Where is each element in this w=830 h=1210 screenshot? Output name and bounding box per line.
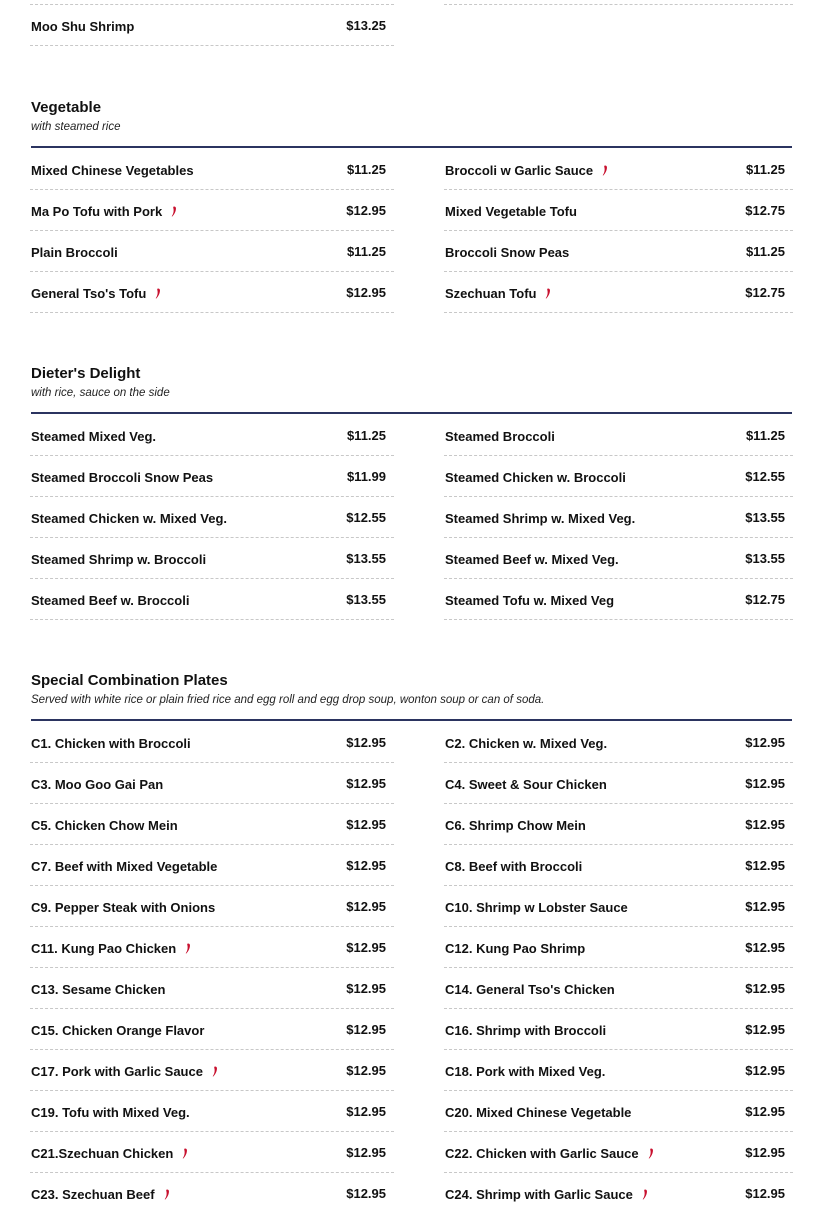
menu-item[interactable] <box>444 845 793 886</box>
item-name: C3. Moo Goo Gai Pan <box>31 777 164 792</box>
item-name: C6. Shrimp Chow Mein <box>445 818 586 833</box>
item-price: $12.95 <box>745 735 785 750</box>
menu-item[interactable] <box>30 968 394 1009</box>
item-name: General Tso's Tofu <box>31 286 161 302</box>
item-name: C18. Pork with Mixed Veg. <box>445 1064 606 1079</box>
menu-item[interactable] <box>30 538 394 579</box>
item-price: $12.95 <box>346 1022 386 1037</box>
menu-item[interactable] <box>30 1091 394 1132</box>
item-name: C11. Kung Pao Chicken <box>31 941 191 957</box>
item-price: $12.95 <box>745 981 785 996</box>
item-name: Steamed Chicken w. Broccoli <box>445 470 626 485</box>
menu-item[interactable] <box>30 1173 394 1210</box>
item-price: $12.95 <box>346 285 386 300</box>
item-price: $12.95 <box>745 940 785 955</box>
section-rule <box>31 719 792 721</box>
menu-item[interactable] <box>30 1050 394 1091</box>
section-rule <box>31 412 792 414</box>
chili-pepper-icon <box>642 1188 648 1199</box>
item-name: C10. Shrimp w Lobster Sauce <box>445 900 628 915</box>
menu-item[interactable] <box>30 415 394 456</box>
item-name: Steamed Beef w. Broccoli <box>31 593 190 608</box>
menu-item[interactable] <box>444 804 793 845</box>
menu-item[interactable] <box>444 1050 793 1091</box>
menu-item[interactable] <box>30 1009 394 1050</box>
item-price: $11.25 <box>745 428 785 443</box>
section-title: Special Combination Plates <box>31 672 228 689</box>
item-name: C7. Beef with Mixed Vegetable <box>31 859 218 874</box>
item-price: $13.55 <box>346 592 386 607</box>
item-name: C15. Chicken Orange Flavor <box>31 1023 205 1038</box>
item-name: C8. Beef with Broccoli <box>445 859 583 874</box>
menu-item[interactable] <box>444 1132 793 1173</box>
item-price: $12.95 <box>346 817 386 832</box>
item-name: C20. Mixed Chinese Vegetable <box>445 1105 632 1120</box>
menu-item[interactable] <box>30 5 394 46</box>
menu-item[interactable] <box>444 272 793 313</box>
section-subtitle: with steamed rice <box>31 121 121 133</box>
item-price: $11.25 <box>346 162 386 177</box>
chili-pepper-icon <box>164 1188 170 1199</box>
item-name: Mixed Vegetable Tofu <box>445 204 577 219</box>
menu-item[interactable] <box>30 886 394 927</box>
item-price: $12.95 <box>745 1145 785 1160</box>
menu-item[interactable] <box>444 763 793 804</box>
item-price: $12.95 <box>346 1145 386 1160</box>
item-name: Moo Shu Shrimp <box>31 19 135 34</box>
item-name: Ma Po Tofu with Pork <box>31 204 177 220</box>
item-price: $12.75 <box>745 285 785 300</box>
item-name: Steamed Beef w. Mixed Veg. <box>445 552 619 567</box>
item-price: $12.95 <box>745 1104 785 1119</box>
menu-item[interactable] <box>444 149 793 190</box>
item-name: C21.Szechuan Chicken <box>31 1146 188 1162</box>
item-name: C14. General Tso's Chicken <box>445 982 615 997</box>
item-name: C23. Szechuan Beef <box>31 1187 170 1203</box>
item-name: C1. Chicken with Broccoli <box>31 736 191 751</box>
item-price: $13.55 <box>745 510 785 525</box>
menu-item[interactable] <box>444 231 793 272</box>
menu-item[interactable] <box>444 456 793 497</box>
item-name: C16. Shrimp with Broccoli <box>445 1023 607 1038</box>
menu-item[interactable] <box>30 456 394 497</box>
menu-item[interactable] <box>30 845 394 886</box>
section-title: Dieter's Delight <box>31 365 141 382</box>
item-name: C13. Sesame Chicken <box>31 982 166 997</box>
section-title: Vegetable <box>31 99 102 116</box>
item-price: $12.95 <box>346 1186 386 1201</box>
item-price: $11.25 <box>745 244 785 259</box>
item-name: C5. Chicken Chow Mein <box>31 818 178 833</box>
item-name: Plain Broccoli <box>31 245 118 260</box>
item-name: Steamed Mixed Veg. <box>31 429 156 444</box>
item-price: $13.55 <box>745 551 785 566</box>
item-name: C22. Chicken with Garlic Sauce <box>445 1146 654 1162</box>
item-name: C4. Sweet & Sour Chicken <box>445 777 607 792</box>
item-price: $12.75 <box>745 592 785 607</box>
item-name: C12. Kung Pao Shrimp <box>445 941 586 956</box>
chili-pepper-icon <box>212 1065 218 1076</box>
menu-item[interactable] <box>444 1173 793 1210</box>
menu-item[interactable] <box>30 231 394 272</box>
item-price: $11.25 <box>346 428 386 443</box>
item-name: C19. Tofu with Mixed Veg. <box>31 1105 190 1120</box>
item-name: C24. Shrimp with Garlic Sauce <box>445 1187 648 1203</box>
item-price: $12.95 <box>745 899 785 914</box>
item-price: $13.55 <box>346 551 386 566</box>
item-name: C9. Pepper Steak with Onions <box>31 900 216 915</box>
item-price: $11.25 <box>745 162 785 177</box>
item-price: $12.95 <box>346 776 386 791</box>
item-price: $12.95 <box>745 1063 785 1078</box>
item-name: C2. Chicken w. Mixed Veg. <box>445 736 608 751</box>
chili-pepper-icon <box>648 1147 654 1158</box>
menu-item[interactable] <box>30 579 394 620</box>
menu-item[interactable] <box>444 1009 793 1050</box>
item-price: $12.75 <box>745 203 785 218</box>
menu-item[interactable] <box>444 722 793 763</box>
menu-item[interactable] <box>30 497 394 538</box>
menu-item[interactable] <box>30 272 394 313</box>
item-price: $12.55 <box>346 510 386 525</box>
menu-item[interactable] <box>444 497 793 538</box>
item-name: Broccoli Snow Peas <box>445 245 570 260</box>
chili-pepper-icon <box>182 1147 188 1158</box>
section-subtitle: with rice, sauce on the side <box>31 387 170 399</box>
item-name: Steamed Shrimp w. Broccoli <box>31 552 207 567</box>
item-price: $12.95 <box>745 817 785 832</box>
item-price: $11.25 <box>346 244 386 259</box>
menu-item[interactable] <box>30 1132 394 1173</box>
item-price: $12.95 <box>346 735 386 750</box>
item-price: $12.95 <box>745 1186 785 1201</box>
item-price: $12.95 <box>745 776 785 791</box>
menu-item[interactable] <box>30 149 394 190</box>
item-name: Mixed Chinese Vegetables <box>31 163 194 178</box>
menu-item[interactable] <box>444 1091 793 1132</box>
item-price: $12.95 <box>346 899 386 914</box>
menu-item[interactable] <box>444 579 793 620</box>
item-name: Steamed Shrimp w. Mixed Veg. <box>445 511 636 526</box>
chili-pepper-icon <box>602 164 608 175</box>
chili-pepper-icon <box>545 287 551 298</box>
item-price: $12.95 <box>346 203 386 218</box>
item-name: Broccoli w Garlic Sauce <box>445 163 608 179</box>
item-price: $12.95 <box>745 1022 785 1037</box>
chili-pepper-icon <box>155 287 161 298</box>
menu-item[interactable] <box>444 538 793 579</box>
menu-item[interactable] <box>30 804 394 845</box>
item-price: $12.95 <box>346 858 386 873</box>
menu-item[interactable] <box>444 190 793 231</box>
item-name: C17. Pork with Garlic Sauce <box>31 1064 218 1080</box>
menu-item[interactable] <box>444 886 793 927</box>
menu-item[interactable] <box>30 722 394 763</box>
section-rule <box>31 146 792 148</box>
item-price: $12.95 <box>346 981 386 996</box>
menu-item[interactable] <box>30 190 394 231</box>
item-name: Steamed Broccoli Snow Peas <box>31 470 214 485</box>
item-price: $11.99 <box>346 469 386 484</box>
chili-pepper-icon <box>185 942 191 953</box>
item-name: Steamed Broccoli <box>445 429 555 444</box>
row-divider <box>444 4 793 5</box>
menu-item[interactable] <box>30 763 394 804</box>
item-price: $12.95 <box>745 858 785 873</box>
item-name: Steamed Chicken w. Mixed Veg. <box>31 511 228 526</box>
chili-pepper-icon <box>171 205 177 216</box>
item-price: $13.25 <box>346 18 386 33</box>
section-subtitle: Served with white rice or plain fried rice and egg roll and egg drop soup, wonton soup or can of soda. <box>31 694 545 706</box>
menu-item[interactable] <box>444 415 793 456</box>
item-price: $12.95 <box>346 1063 386 1078</box>
menu-item[interactable] <box>444 927 793 968</box>
item-name: Szechuan Tofu <box>445 286 551 302</box>
item-price: $12.95 <box>346 940 386 955</box>
item-name: Steamed Tofu w. Mixed Veg <box>445 593 615 608</box>
item-price: $12.55 <box>745 469 785 484</box>
item-price: $12.95 <box>346 1104 386 1119</box>
menu-item[interactable] <box>30 927 394 968</box>
menu-item[interactable] <box>444 968 793 1009</box>
